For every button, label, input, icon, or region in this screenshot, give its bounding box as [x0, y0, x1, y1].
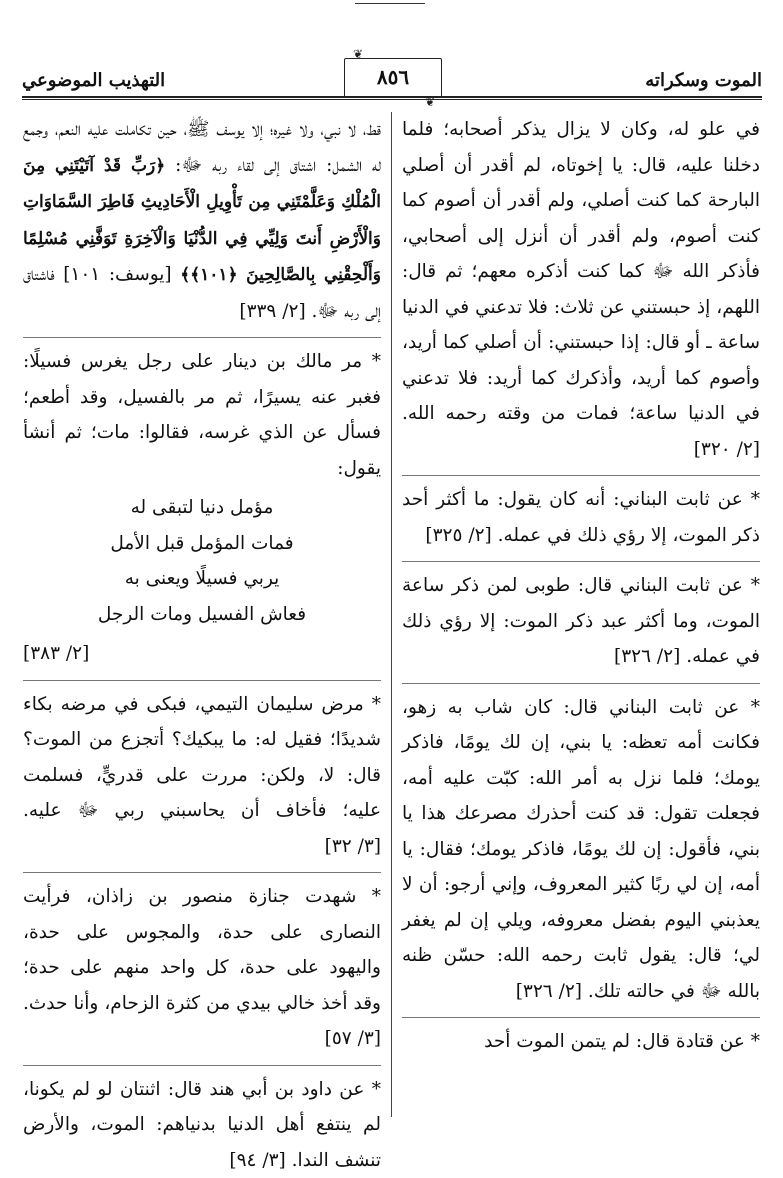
column-divider [391, 112, 392, 1117]
top-ornament-line [355, 0, 425, 14]
entry-text: * مرض سليمان التيمي، فبكى في مرضه بكاء شديدًا؛ فقيل له: ما يبكيك؟ أتجزع من الموت؟ قال: لا، ولكن: مررت على قدريٍّ، فسلمت عليه؛ فأخاف أن يحاسبني ربي ﷻ عليه. [23, 694, 381, 822]
poem-line: مؤمل دنيا لتبقى له [23, 490, 381, 526]
entry [402, 561, 760, 675]
entry-text: * عن ثابت البناني قال: كان شاب به زهو، فكانت أمه تعظه: يا بني، إن لك يومًا، فاذكر يومك؛ فلما نزل به أمر الله: كبّت عليه أمه، فجعلت تقول: قد كنت أحذرك مصرعك هذا يا بني، فأقول: إن لك يومًا، فاذكر يومك؛ فقال: يا أمه، إن لي ربًا كثير المعروف، وإني أرجو: أن لا يعذبني اليوم بفضل معروفه، ويلي إن لم يغفر لي؛ قال: يقول ثابت رحمه الله: حسّن ظنه بالله ﷻ في حالته تلك. [402, 697, 760, 1002]
entry-reference: [٢/ ٣٢٦] [614, 646, 680, 667]
entry-reference: [٢/ ٣٢٠] [694, 439, 760, 460]
entry-reference: [٢/ ٣٢٦] [516, 981, 582, 1002]
entry-reference: [٢/ ٣٢٥] [425, 525, 491, 546]
entry-text: * مر مالك بن دينار على رجل يغرس فسيلًا: فغبر عنه يسيرًا، ثم مر بالفسيل، وقد أطعم؛ فسأل عن الذي غرسه، فقالوا: مات؛ ثم أنشأ يقول: [23, 351, 381, 479]
entry [402, 1017, 760, 1060]
entry-text: * عن داود بن أبي هند قال: اثنتان لو لم يكونا، لم ينتفع أهل الدنيا بدنياهم: الموت، والأرض تنشف الندا. [23, 1079, 381, 1171]
entry-text: * شهدت جنازة منصور بن زاذان، فرأيت النصارى على حدة، والمجوس على حدة، واليهود على حدة، كل واحد منهم على حدة؛ وقد أخذ خالي بيدي من كثرة الزحام، وأنا حدث. [23, 886, 381, 1014]
page-number: ٨٥٦ [377, 65, 409, 89]
book-title: التهذيب الموضوعي [22, 70, 165, 91]
entry [23, 112, 381, 329]
entry [402, 683, 760, 1010]
chapter-title: الموت وسكراته [645, 70, 762, 91]
entry [402, 475, 760, 553]
page-number-box [344, 58, 442, 98]
entry-text: فاشتاق إلى ربه ﷻ. [23, 264, 381, 322]
left-column [23, 112, 381, 1178]
entry-text: * عن قتادة قال: لم يتمن الموت أحد [484, 1031, 760, 1052]
poem-line: فمات المؤمل قبل الأمل [23, 526, 381, 562]
quran-verse: ﴿رَبِّ قَدْ آتَيْتَنِي مِنَ الْمُلْكِ وَعَلَّمْتَنِي مِن تَأْوِيلِ الْأَحَادِيثِ فَاطِرَ السَّمَاوَاتِ وَالْأَرْضِ أَنتَ وَلِيِّي فِي الدُّنْيَا وَالْآخِرَةِ تَوَفَّنِي مُسْلِمًا وَأَلْحِقْنِي بِالصَّالِحِينَ ﴿١٠١﴾﴾ [23, 156, 381, 286]
entry-reference: [٣/ ٥٧] [325, 1028, 381, 1049]
entry [23, 872, 381, 1057]
entry-text: قط، لا نبي، ولا غيره؛ إلا يوسف ﷺ، حين تكاملت عليه النعم، وجمع له الشمل: اشتاق إلى لقاء ربه ﷻ: [23, 119, 381, 176]
poem-line: يربي فسيلًا ويعنى به [23, 561, 381, 597]
entry-reference: [٢/ ٣٣٩] [239, 301, 305, 322]
entry [402, 112, 760, 467]
entry-text: في علو له، وكان لا يزال يذكر أصحابه؛ فلما دخلنا عليه، قال: يا إخوتاه، لم أقدر أن أصلي البارحة كما كنت أصلي، ولم أقدر أن أصوم كما كنت أصوم، ولم أقدر أن أنزل إلى أصحابي، فأذكر الله ﷻ كما كنت أذكره معهم؛ ثم قال: اللهم، إذ حبستني عن ثلاث: فلا تدعني في الدنيا ساعة ـ أو قال: إذا حبستني: أن أصلي كما أريد، وأصوم كما أريد، وأذكرك كما أريد: فلا تدعني في الدنيا ساعة؛ فمات من وقته رحمه الله. [402, 119, 760, 424]
entry-reference: [٢/ ٣٨٣] [23, 643, 89, 664]
poem-line: فعاش الفسيل ومات الرجل [23, 597, 381, 633]
header-rule-thin [22, 99, 762, 100]
entry [23, 680, 381, 865]
header-rule [22, 96, 762, 98]
flourish-icon: ❦ [425, 95, 435, 109]
entry [23, 337, 381, 672]
entry [23, 1065, 381, 1178]
page-header [22, 58, 762, 98]
entry-reference: [٣/ ٣٢] [325, 836, 381, 857]
entry-text: * عن ثابت البناني: أنه كان يقول: ما أكثر أحد ذكر الموت، إلا رؤي ذلك في عمله. [402, 489, 760, 546]
poem [23, 490, 381, 632]
flourish-icon: ❦ [353, 47, 363, 61]
entry-reference: [٣/ ٩٤] [229, 1150, 285, 1171]
entry-text: * عن ثابت البناني قال: طوبى لمن ذكر ساعة الموت، وما أكثر عبد ذكر الموت: إلا رؤي ذلك في عمله. [402, 575, 760, 667]
quran-reference: [يوسف: ١٠١] [63, 264, 171, 285]
right-column [402, 112, 760, 1060]
